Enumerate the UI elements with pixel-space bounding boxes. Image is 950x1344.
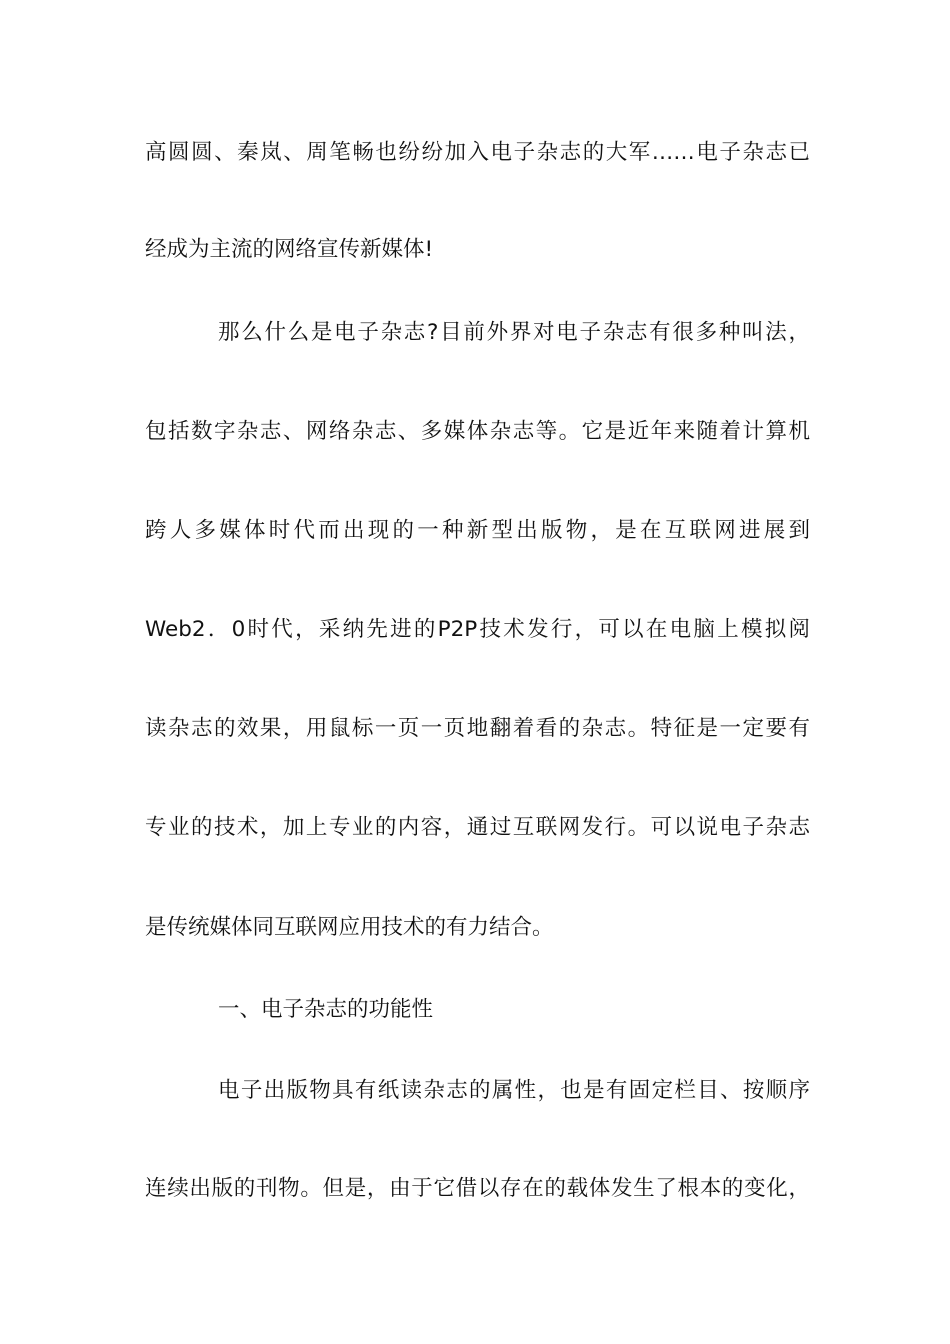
paragraph-line-5: 跨人多媒体时代而出现的一种新型出版物，是在互联网进展到 [145, 518, 810, 543]
paragraph-line-11: 连续出版的刊物。但是，由于它借以存在的载体发生了根本的变化， [145, 1176, 810, 1201]
paragraph-line-4: 包括数字杂志、网络杂志、多媒体杂志等。它是近年来随着计算机 [145, 419, 810, 444]
paragraph-line-1: 高圆圆、秦岚、周笔畅也纷纷加入电子杂志的大军……电子杂志已 [145, 140, 810, 165]
paragraph-line-2: 经成为主流的网络宣传新媒体! [145, 237, 434, 262]
section-heading: 一、电子杂志的功能性 [218, 997, 434, 1022]
paragraph-line-6: Web2．0时代，采纳先进的P2P技术发行，可以在电脑上模拟阅 [145, 617, 810, 642]
paragraph-line-9: 是传统媒体同互联网应用技术的有力结合。 [145, 915, 554, 940]
paragraph-line-7: 读杂志的效果，用鼠标一页一页地翻着看的杂志。特征是一定要有 [145, 716, 810, 741]
paragraph-line-10: 电子出版物具有纸读杂志的属性，也是有固定栏目、按顺序 [218, 1078, 810, 1103]
paragraph-line-8: 专业的技术，加上专业的内容，通过互联网发行。可以说电子杂志 [145, 815, 810, 840]
paragraph-line-3: 那么什么是电子杂志?目前外界对电子杂志有很多种叫法， [218, 320, 810, 345]
